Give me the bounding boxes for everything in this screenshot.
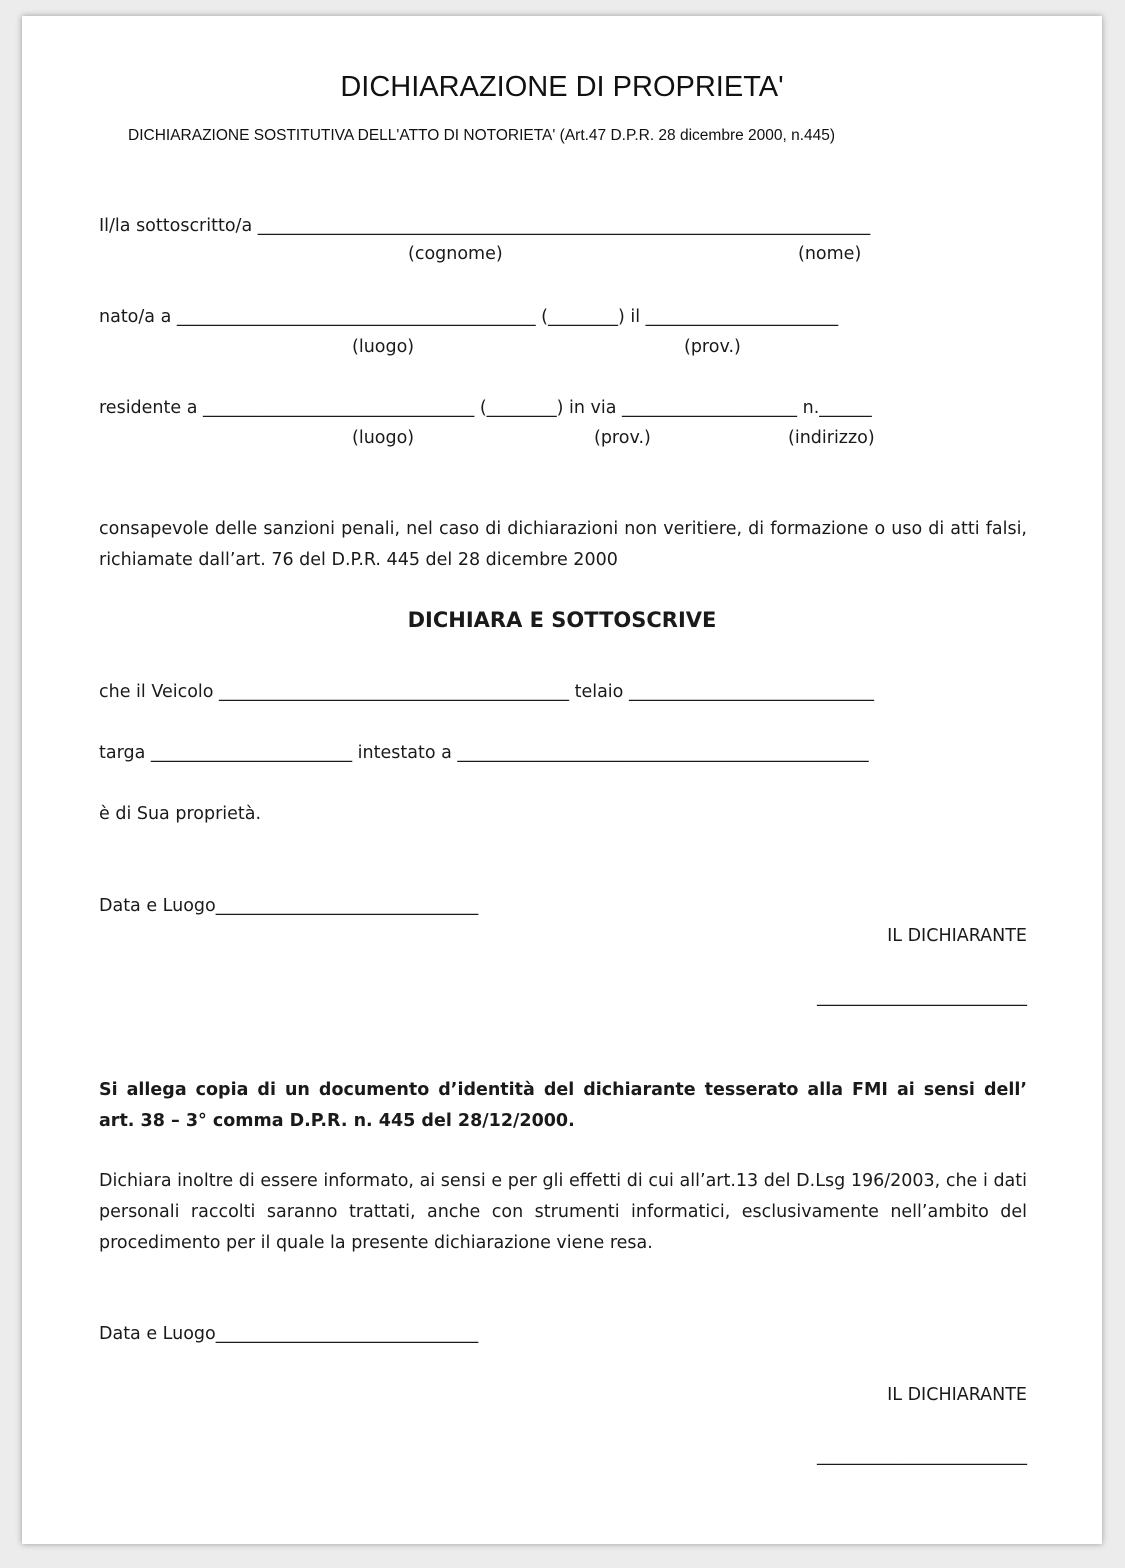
field-sottoscritto: Il/la sottoscritto/a ______________________________________________________________________ <box>99 216 871 236</box>
document-page <box>22 16 1102 1544</box>
label-prov-nascita: (prov.) <box>684 337 741 357</box>
document-title: DICHIARAZIONE DI PROPRIETA' <box>340 71 784 103</box>
field-residente: residente a _______________________________ (________) in via ____________________ n.______ <box>99 398 872 418</box>
label-dichiarante-1: IL DICHIARANTE <box>887 926 1027 946</box>
label-nome: (nome) <box>798 244 862 264</box>
label-dichiarante-2: IL DICHIARANTE <box>887 1385 1027 1405</box>
label-cognome: (cognome) <box>408 244 503 264</box>
signature-line-1: ________________________ <box>817 987 1027 1007</box>
label-indirizzo: (indirizzo) <box>788 428 875 448</box>
field-targa-intestato: targa _______________________ intestato a _______________________________________________ <box>99 743 869 763</box>
field-data-luogo-2: Data e Luogo______________________________ <box>99 1324 479 1344</box>
paragraph-informato: Dichiara inoltre di essere informato, ai sensi e per gli effetti di cui all’art.13 del D.Lsg 196/2003, che i dati personali raccolti saranno trattati, anche con strumenti informatici, esclusivamente nell’ambito del procedimento per il quale la presente dichiarazione viene resa. <box>99 1171 1027 1253</box>
field-data-luogo-1: Data e Luogo______________________________ <box>99 896 479 916</box>
label-luogo-nascita: (luogo) <box>352 337 415 357</box>
text-proprieta: è di Sua proprietà. <box>99 804 262 824</box>
section-heading: DICHIARA E SOTTOSCRIVE <box>407 608 717 632</box>
field-nato: nato/a a _________________________________________ (________) il ______________________ <box>99 307 839 327</box>
signature-line-2: ________________________ <box>817 1446 1027 1466</box>
document-subtitle: DICHIARAZIONE SOSTITUTIVA DELL'ATTO DI NOTORIETA' (Art.47 D.P.R. 28 dicembre 2000, n.445) <box>128 127 836 144</box>
paragraph-allegato: Si allega copia di un documento d’identità del dichiarante tesserato alla FMI ai sensi dell’ art. 38 – 3° comma D.P.R. n. 445 del 28/12/2000. <box>99 1080 1027 1131</box>
label-prov-residenza: (prov.) <box>594 428 651 448</box>
field-veicolo-telaio: che il Veicolo ________________________________________ telaio ____________________________ <box>99 682 874 702</box>
label-luogo-residenza: (luogo) <box>352 428 415 448</box>
paragraph-consapevole: consapevole delle sanzioni penali, nel caso di dichiarazioni non veritiere, di formazione o uso di atti falsi, richiamate dall’art. 76 del D.P.R. 445 del 28 dicembre 2000 <box>99 519 1027 570</box>
